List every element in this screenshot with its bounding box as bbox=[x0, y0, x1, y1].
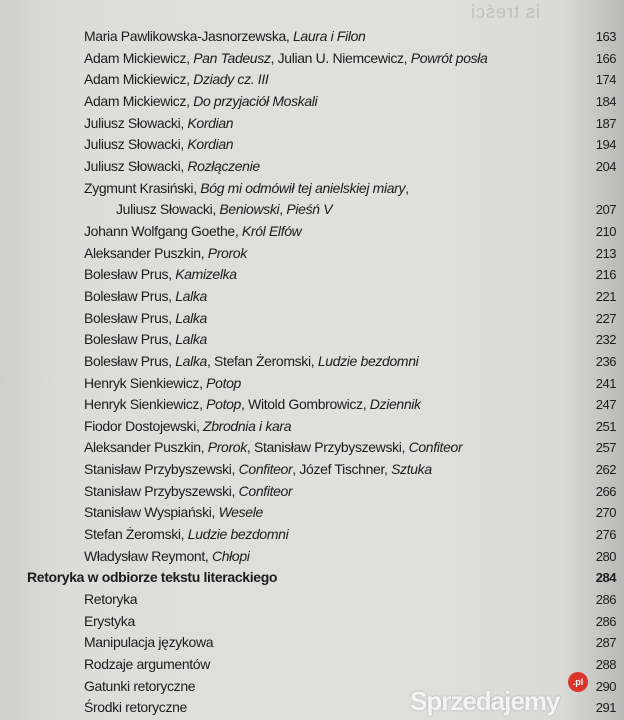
toc-entry bbox=[0, 221, 624, 243]
entry-title bbox=[84, 697, 187, 719]
work-title: Ludzie bezdomni bbox=[317, 352, 419, 369]
work-title: Sztuka bbox=[391, 461, 432, 478]
author-text: Juliusz Słowacki, bbox=[84, 157, 188, 174]
page-number: 213 bbox=[595, 245, 616, 261]
entry-title bbox=[84, 351, 418, 373]
author-text: Juliusz Słowacki, bbox=[84, 136, 188, 153]
entry-title bbox=[84, 654, 210, 676]
author-text: , bbox=[279, 201, 287, 218]
page-number: 290 bbox=[595, 678, 616, 694]
entry-title bbox=[84, 113, 233, 135]
toc-entry bbox=[0, 632, 624, 654]
author-text: , bbox=[405, 179, 409, 196]
author-text: Retoryka w odbiorze tekstu literackiego bbox=[27, 569, 278, 586]
author-text: Rodzaje argumentów bbox=[84, 656, 210, 673]
author-text: Środki retoryczne bbox=[84, 699, 187, 716]
entry-title bbox=[84, 91, 317, 113]
page-number: 241 bbox=[595, 375, 616, 391]
work-title: Kordian bbox=[187, 136, 234, 153]
entry-title bbox=[84, 481, 292, 503]
author-text: Maria Pawlikowska-Jasnorzewska, bbox=[84, 28, 293, 44]
entry-title bbox=[27, 567, 277, 589]
page-number: 187 bbox=[595, 115, 616, 131]
work-title: Lalka bbox=[175, 309, 207, 326]
page-number: 291 bbox=[595, 700, 616, 716]
page-number: 276 bbox=[595, 527, 616, 543]
author-text: Bolesław Prus, bbox=[84, 331, 176, 348]
page-number: 257 bbox=[595, 440, 616, 456]
work-title: Kamizelka bbox=[175, 266, 237, 283]
toc-entry bbox=[0, 481, 624, 503]
work-title: Lalka bbox=[175, 287, 207, 304]
work-title: Dziady cz. III bbox=[193, 71, 269, 88]
entry-title bbox=[84, 48, 488, 70]
page-number: 280 bbox=[595, 548, 616, 564]
toc-entry bbox=[0, 199, 624, 221]
entry-title bbox=[84, 308, 207, 330]
entry-title bbox=[84, 611, 135, 633]
entry-title bbox=[84, 69, 268, 91]
page-number: 210 bbox=[595, 223, 616, 239]
author-text: Adam Mickiewicz, bbox=[84, 71, 194, 88]
page-number: 286 bbox=[595, 592, 616, 608]
toc-entry bbox=[0, 308, 624, 330]
work-title: Rozłączenie bbox=[187, 157, 260, 174]
entry-title bbox=[84, 221, 301, 243]
work-title: Król Elfów bbox=[241, 222, 302, 239]
work-title: Confiteor bbox=[238, 461, 293, 478]
work-title: Confiteor bbox=[408, 439, 463, 456]
author-text: Adam Mickiewicz, bbox=[84, 92, 194, 109]
page-number: 174 bbox=[595, 72, 616, 88]
author-text: Manipulacja językowa bbox=[84, 634, 214, 651]
work-title: Beniowski bbox=[219, 201, 280, 218]
table-of-contents bbox=[0, 26, 624, 719]
author-text: , Julian U. Niemcewicz, bbox=[270, 49, 411, 66]
author-text: Zygmunt Krasiński, bbox=[84, 179, 201, 196]
page-number: 194 bbox=[595, 137, 616, 153]
entry-title bbox=[84, 26, 365, 48]
author-text: Juliusz Słowacki, bbox=[116, 201, 220, 218]
toc-entry bbox=[0, 416, 624, 438]
toc-entry bbox=[0, 546, 624, 568]
entry-title bbox=[84, 243, 247, 265]
author-text: , Witold Gombrowicz, bbox=[241, 396, 370, 413]
author-text: Bolesław Prus, bbox=[84, 352, 176, 369]
entry-title bbox=[84, 459, 432, 481]
toc-entry bbox=[0, 437, 624, 459]
entry-title bbox=[84, 178, 409, 200]
toc-entry bbox=[0, 654, 624, 676]
work-title: Ludzie bezdomni bbox=[187, 526, 289, 543]
toc-entry bbox=[0, 589, 624, 611]
author-text: Stanisław Przybyszewski, bbox=[84, 482, 239, 499]
work-title: Confiteor bbox=[238, 482, 293, 499]
work-title: Prorok bbox=[207, 439, 247, 456]
toc-entry bbox=[0, 91, 624, 113]
entry-title bbox=[84, 632, 213, 654]
toc-entry bbox=[0, 611, 624, 633]
entry-title bbox=[84, 589, 137, 611]
author-text: Gatunki retoryczne bbox=[84, 677, 196, 694]
entry-title bbox=[84, 524, 288, 546]
watermark-badge: .pl bbox=[568, 672, 588, 692]
entry-title bbox=[84, 416, 291, 438]
author-text: , Józef Tischner, bbox=[292, 461, 392, 478]
entry-title bbox=[84, 264, 237, 286]
author-text: , Stanisław Przybyszewski, bbox=[246, 439, 409, 456]
toc-section-heading bbox=[0, 567, 624, 589]
toc-entry bbox=[0, 156, 624, 178]
author-text: Johann Wolfgang Goethe, bbox=[84, 222, 242, 239]
toc-entry bbox=[0, 264, 624, 286]
page-number: 236 bbox=[595, 353, 616, 369]
page-number: 227 bbox=[595, 310, 616, 326]
page-number: 284 bbox=[595, 570, 616, 586]
toc-entry bbox=[0, 113, 624, 135]
page-number: 207 bbox=[595, 202, 616, 218]
entry-title bbox=[84, 676, 195, 698]
entry-title bbox=[84, 329, 207, 351]
entry-title bbox=[84, 546, 250, 568]
page-number: 216 bbox=[595, 267, 616, 283]
toc-entry bbox=[0, 502, 624, 524]
author-text: Henryk Sienkiewicz, bbox=[84, 374, 207, 391]
page-number: 251 bbox=[595, 418, 616, 434]
work-title: Pan Tadeusz bbox=[193, 49, 271, 66]
watermark-logo: Sprzedajemy bbox=[410, 686, 560, 716]
work-title: Pieśń V bbox=[286, 201, 333, 218]
toc-entry bbox=[0, 26, 624, 48]
toc-entry bbox=[0, 329, 624, 351]
toc-entry bbox=[0, 351, 624, 373]
author-text: Bolesław Prus, bbox=[84, 287, 176, 304]
toc-entry bbox=[0, 394, 624, 416]
toc-entry bbox=[0, 524, 624, 546]
toc-entry bbox=[0, 286, 624, 308]
toc-entry bbox=[0, 69, 624, 91]
entry-title bbox=[84, 286, 207, 308]
entry-title bbox=[84, 156, 260, 178]
work-title: Potop bbox=[206, 374, 241, 391]
work-title: Dziennik bbox=[369, 396, 421, 413]
author-text: Bolesław Prus, bbox=[84, 309, 176, 326]
work-title: Chłopi bbox=[211, 547, 250, 564]
author-text: Władysław Reymont, bbox=[84, 547, 212, 564]
author-text: Stanisław Przybyszewski, bbox=[84, 461, 239, 478]
work-title: Bóg mi odmówił tej anielskiej miary bbox=[200, 179, 406, 196]
author-text: , Stefan Żeromski, bbox=[206, 352, 318, 369]
entry-title bbox=[84, 437, 462, 459]
author-text: Juliusz Słowacki, bbox=[84, 114, 188, 131]
page-number: 247 bbox=[595, 397, 616, 413]
toc-entry bbox=[0, 178, 624, 200]
work-title: Wesele bbox=[218, 504, 263, 521]
page-number: 262 bbox=[595, 462, 616, 478]
page-number: 163 bbox=[595, 29, 616, 44]
entry-title bbox=[84, 134, 233, 156]
author-text: Adam Mickiewicz, bbox=[84, 49, 194, 66]
author-text: Henryk Sienkiewicz, bbox=[84, 396, 207, 413]
work-title: Lalka bbox=[175, 331, 207, 348]
page-number: 232 bbox=[595, 332, 616, 348]
work-title: Laura i Filon bbox=[292, 28, 366, 44]
page-number: 221 bbox=[595, 288, 616, 304]
work-title: Kordian bbox=[187, 114, 234, 131]
author-text: Aleksander Puszkin, bbox=[84, 439, 208, 456]
author-text: Retoryka bbox=[84, 591, 138, 608]
entry-title bbox=[84, 373, 241, 395]
author-text: Aleksander Puszkin, bbox=[84, 244, 208, 261]
entry-title bbox=[84, 502, 263, 524]
work-title: Do przyjaciół Moskali bbox=[193, 92, 318, 109]
work-title: Zbrodnia i kara bbox=[203, 417, 292, 434]
page-number: 184 bbox=[595, 93, 616, 109]
page-number: 286 bbox=[595, 613, 616, 629]
author-text: Fiodor Dostojewski, bbox=[84, 417, 204, 434]
work-title: Potop bbox=[206, 396, 241, 413]
entry-title bbox=[84, 394, 421, 416]
toc-entry bbox=[0, 134, 624, 156]
toc-entry bbox=[0, 373, 624, 395]
page-number: 266 bbox=[595, 483, 616, 499]
work-title: Lalka bbox=[175, 352, 207, 369]
entry-title bbox=[116, 199, 332, 221]
work-title: Prorok bbox=[207, 244, 247, 261]
page-number: 166 bbox=[595, 50, 616, 66]
author-text: Erystyka bbox=[84, 612, 135, 629]
page-number: 204 bbox=[595, 158, 616, 174]
toc-entry bbox=[0, 459, 624, 481]
author-text: Stefan Żeromski, bbox=[84, 526, 188, 543]
toc-entry bbox=[0, 48, 624, 70]
opposite-page-heading: is treści bbox=[470, 2, 541, 22]
page-number: 288 bbox=[595, 657, 616, 673]
page-number: 270 bbox=[595, 505, 616, 521]
author-text: Bolesław Prus, bbox=[84, 266, 176, 283]
author-text: Stanisław Wyspiański, bbox=[84, 504, 219, 521]
toc-entry bbox=[0, 243, 624, 265]
page-number: 287 bbox=[595, 635, 616, 651]
work-title: Powrót posła bbox=[410, 49, 488, 66]
